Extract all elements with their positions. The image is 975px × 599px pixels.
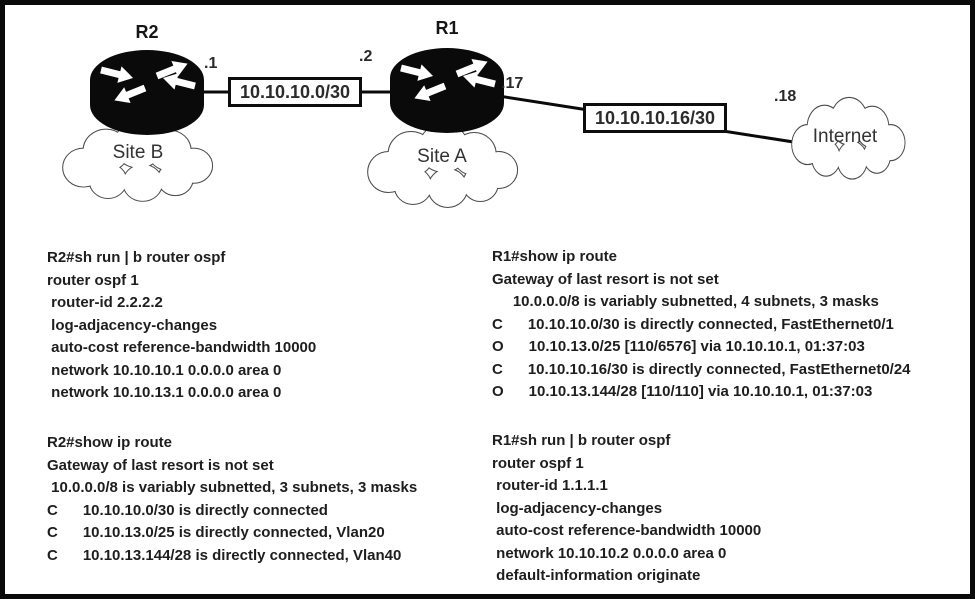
console-line: C 10.10.10.0/30 is directly connected bbox=[47, 501, 328, 519]
router-r1-icon bbox=[390, 48, 504, 133]
console-line: auto-cost reference-bandwidth 10000 bbox=[492, 522, 762, 539]
ip-label-dot1: .1 bbox=[204, 55, 218, 72]
console-line: R1#show ip route bbox=[492, 248, 618, 265]
console-line: C 10.10.10.0/30 is directly connected, FastEthernet0/1 bbox=[492, 315, 894, 333]
r1-ospf-config-block bbox=[492, 430, 761, 588]
subnet-box-r2-r1: 10.10.10.0/30 bbox=[228, 77, 362, 107]
console-line: C 10.10.13.144/28 is directly connected, Vlan40 bbox=[47, 546, 402, 564]
console-line: router ospf 1 bbox=[47, 271, 139, 289]
router-r2-icon bbox=[90, 50, 204, 135]
console-line: 10.0.0.0/8 is variably subnetted, 3 subnets, 3 masks bbox=[47, 479, 418, 496]
console-line: network 10.10.13.1 0.0.0.0 area 0 bbox=[47, 384, 282, 401]
router-r1-label: R1 bbox=[435, 18, 459, 38]
console-line: router ospf 1 bbox=[492, 454, 584, 472]
console-line: Gateway of last resort is not set bbox=[492, 270, 719, 288]
r2-ip-route-block bbox=[47, 432, 417, 567]
console-line: auto-cost reference-bandwidth 10000 bbox=[47, 339, 317, 356]
internet-label: Internet bbox=[812, 126, 878, 147]
console-line: O 10.10.13.0/25 [110/6576] via 10.10.10.1, 01:37:03 bbox=[492, 338, 865, 355]
site-b-label: Site B bbox=[112, 142, 164, 163]
r2-ospf-config-block bbox=[47, 247, 316, 405]
ip-label-dot18: .18 bbox=[774, 88, 797, 105]
router-r2-label: R2 bbox=[135, 22, 159, 42]
console-line: router-id 1.1.1.1 bbox=[492, 477, 608, 494]
console-line: network 10.10.10.2 0.0.0.0 area 0 bbox=[492, 544, 727, 562]
console-line: default-information originate bbox=[492, 567, 701, 584]
console-line: C 10.10.13.0/25 is directly connected, Vlan20 bbox=[47, 524, 385, 541]
site-a-label: Site A bbox=[417, 146, 467, 167]
console-line: router-id 2.2.2.2 bbox=[47, 294, 163, 311]
console-line: log-adjacency-changes bbox=[492, 499, 663, 517]
console-line: Gateway of last resort is not set bbox=[47, 456, 274, 474]
console-line: R2#show ip route bbox=[47, 434, 173, 451]
ip-label-dot2: .2 bbox=[359, 48, 373, 65]
console-line: O 10.10.13.144/28 [110/110] via 10.10.10.1, 01:37:03 bbox=[492, 383, 873, 400]
console-line: C 10.10.10.16/30 is directly connected, FastEthernet0/24 bbox=[492, 360, 911, 378]
console-line: network 10.10.10.1 0.0.0.0 area 0 bbox=[47, 361, 282, 379]
subnet-box-r1-internet: 10.10.10.16/30 bbox=[583, 103, 727, 133]
console-line: 10.0.0.0/8 is variably subnetted, 4 subnets, 3 masks bbox=[492, 293, 879, 310]
ip-label-dot17: .17 bbox=[501, 75, 524, 92]
r1-ip-route-block bbox=[492, 246, 911, 404]
console-line: log-adjacency-changes bbox=[47, 316, 218, 334]
console-line: R2#sh run | b router ospf bbox=[47, 249, 226, 266]
console-line: R1#sh run | b router ospf bbox=[492, 432, 671, 449]
